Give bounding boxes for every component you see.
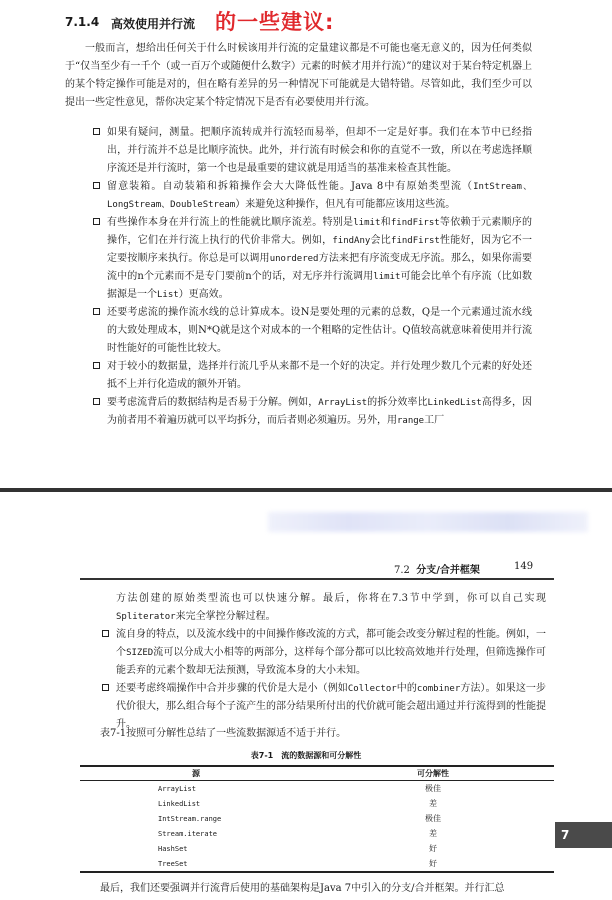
splittability-cell: 极佳 [425,814,441,823]
bullet-item [91,178,532,214]
inline-code: Collector [347,684,397,694]
advice-bullet-list-continued [100,626,546,734]
checkbox-bullet-icon [93,308,100,315]
splittability-cell: 差 [429,829,437,838]
source-cell: ArrayList [158,784,196,793]
section-heading [65,12,585,38]
source-cell: LinkedList [158,799,201,808]
table-row [80,781,554,797]
text-run: 流自身的特点，以及流水线中的中间操作修改流的方式，都可能会改变分解过程的性能。例如，一个 [116,629,546,658]
source-cell: IntStream.range [158,814,222,823]
table-caption: 表7-1 流的数据源和可分解性 [250,751,362,760]
text-run: 来完全掌控分解过程。 [175,611,276,622]
table-row [80,856,554,872]
checkbox-bullet-icon [93,218,100,225]
source-cell: TreeSet [80,856,312,872]
text-run: 可能会比单个有序流（比如数据源是一个 [107,271,533,300]
checkbox-bullet-icon [93,128,100,135]
checkbox-bullet-icon [93,362,100,369]
header-splittability: 可分解性 [312,766,554,781]
continuation-paragraph [116,590,546,626]
inline-code: IntStream、LongStream、DoubleStream [107,182,532,210]
running-head-section: 7.2 [394,565,410,576]
text-run: 和 [380,217,391,228]
text-run: 等依赖于元素顺序的操作，它们在并行流上执行的代价非常大。例如， [107,217,533,246]
checkbox-bullet-icon [102,684,109,691]
text-run: 性能好，因为它不一定要按顺序来执行。你总是可以调用 [107,235,533,264]
text-run: 如果有疑问，测量。把顺序流转成并行流轻而易举，但却不一定是好事。我们在本节中已经指出，并行流并不总是比顺序流快。此外，并行流有时候会和你的直觉不一致，所以在考虑选择顺序流还是并行流时，第一个也是最重要的建议就是用适当的基准来检查其性能。 [107,127,532,174]
text-run: 高得多，因为前者用不着遍历就可以平均拆分，而后者则必须遍历。另外，用 [107,397,533,426]
text-run: 的拆分效率比 [367,397,428,408]
chapter-tab: 7 [555,822,612,848]
inline-code: List [157,290,179,300]
checkbox-bullet-icon [93,182,100,189]
inline-code: LinkedList [427,398,482,408]
source-cell: HashSet [158,844,188,853]
text-run: ）更高效。 [178,289,229,300]
inline-code: limit [373,272,401,282]
text-run: 还要考虑终端操作中合并步骤的代价是大是小（例如 [116,683,348,694]
blurred-overlay [268,512,588,532]
bullet-item [100,626,546,680]
closing-paragraph: 最后，我们还要强调并行流背后使用的基础架构是Java 7中引入的分支/合并框架。并行汇总 [100,883,505,894]
inline-code: findFirst [391,236,440,246]
splittability-cell: 好 [312,856,554,872]
source-cell: Stream.iterate [158,829,218,838]
inline-code: findAny [332,236,371,246]
inline-code: limit [353,218,381,228]
text-run: 方法来把有序流变成无序流。那么，如果你需要流中的n个元素而不是专门要前n个的话，对无序并行流调用 [107,253,533,282]
table-row [80,826,554,841]
text-run: 要考虑流背后的数据结构是否易于分解。例如， [107,397,319,408]
bullet-item [91,124,532,178]
inline-code: findFirst [390,218,440,228]
handwritten-annotation: 的一些建议: [215,10,335,34]
inline-code: SIZED [126,648,154,658]
table-row [80,811,554,826]
text-run: 还要考虑流的操作流水线的总计算成本。设N是要处理的元素的总数，Q是一个元素通过流水线的大致处理成本，则N*Q就是这个对成本的一个粗略的定性估计。Q值较高就意味着使用并行流时性能好的可能性比较大。 [107,307,532,354]
inline-code: combiner [416,684,461,694]
text-run: 方法创建的原始类型流也可以快速分解。最后，你将在7.3节中学到，你可以自己实现 [116,593,546,604]
table-row [80,796,554,811]
table-intro: 表7-1按照可分解性总结了一些流数据源适不适于并行。 [100,728,347,739]
splittability-cell: 差 [429,799,437,808]
text-run: 对于较小的数据量，选择并行流几乎从来都不是一个好的决定。并行处理少数几个元素的好处还抵不上并行化造成的额外开销。 [107,361,532,390]
header-source: 源 [80,766,312,781]
bullet-item [91,358,532,394]
table-header-row [80,766,554,781]
text-run: 流可以分成大小相等的两部分，这样每个部分都可以比较高效地并行处理，但筛选操作可能丢弃的元素个数却无法预测，导致流本身的大小未知。 [116,647,547,676]
inline-code: range [397,416,425,426]
section-number: 7.1.4 [65,15,100,29]
splittability-cell: 好 [429,844,437,853]
text-run: 工厂 [424,415,445,426]
text-run: 留意装箱。自动装箱和拆箱操作会大大降低性能。Java 8中有原始类型流（ [107,181,474,192]
source-splittability-table [80,765,554,873]
bullet-item [91,394,532,430]
text-run: ）来避免这种操作，但凡有可能都应该用这些流。 [235,199,456,210]
intro-paragraph: 一般而言，想给出任何关于什么时候该用并行流的定量建议都是不可能也毫无意义的，因为任何类似于“仅当至少有一千个（或一百万个或随便什么数字）元素的时候才用并行流）”的建议对于某台特定机器上的某个特定操作可能是对的，但在略有差异的另一种情况下可能就是大错特错。尽管如此，我们至少可以提出一些定性意见，帮你决定某个特定情况下是否有必要使用并行流。 [65,43,532,108]
inline-code: unordered [269,254,319,264]
text-run: 会比 [370,235,392,246]
page-number: 149 [514,561,534,572]
splittability-cell: 极佳 [425,784,441,793]
inline-code: Spliterator [116,612,176,622]
checkbox-bullet-icon [93,398,100,405]
bullet-item [91,214,532,304]
text-run: 中的 [396,683,417,694]
running-head-title: 分支/合并框架 [416,565,480,576]
section-title: 高效使用并行流 [111,17,196,31]
header-rule [80,578,554,580]
table-row [80,841,554,856]
running-head [394,561,480,576]
bullet-item [91,304,532,358]
text-run: 方法）。如果这一步代价很大，那么组合每个子流产生的部分结果所付出的代价就可能会超出通过并行流得到的性能提升。 [116,683,547,730]
text-run: 有些操作本身在并行流上的性能就比顺序流差。特别是 [107,217,354,228]
checkbox-bullet-icon [102,630,109,637]
advice-bullet-list [91,124,532,430]
inline-code: ArrayList [318,398,368,408]
